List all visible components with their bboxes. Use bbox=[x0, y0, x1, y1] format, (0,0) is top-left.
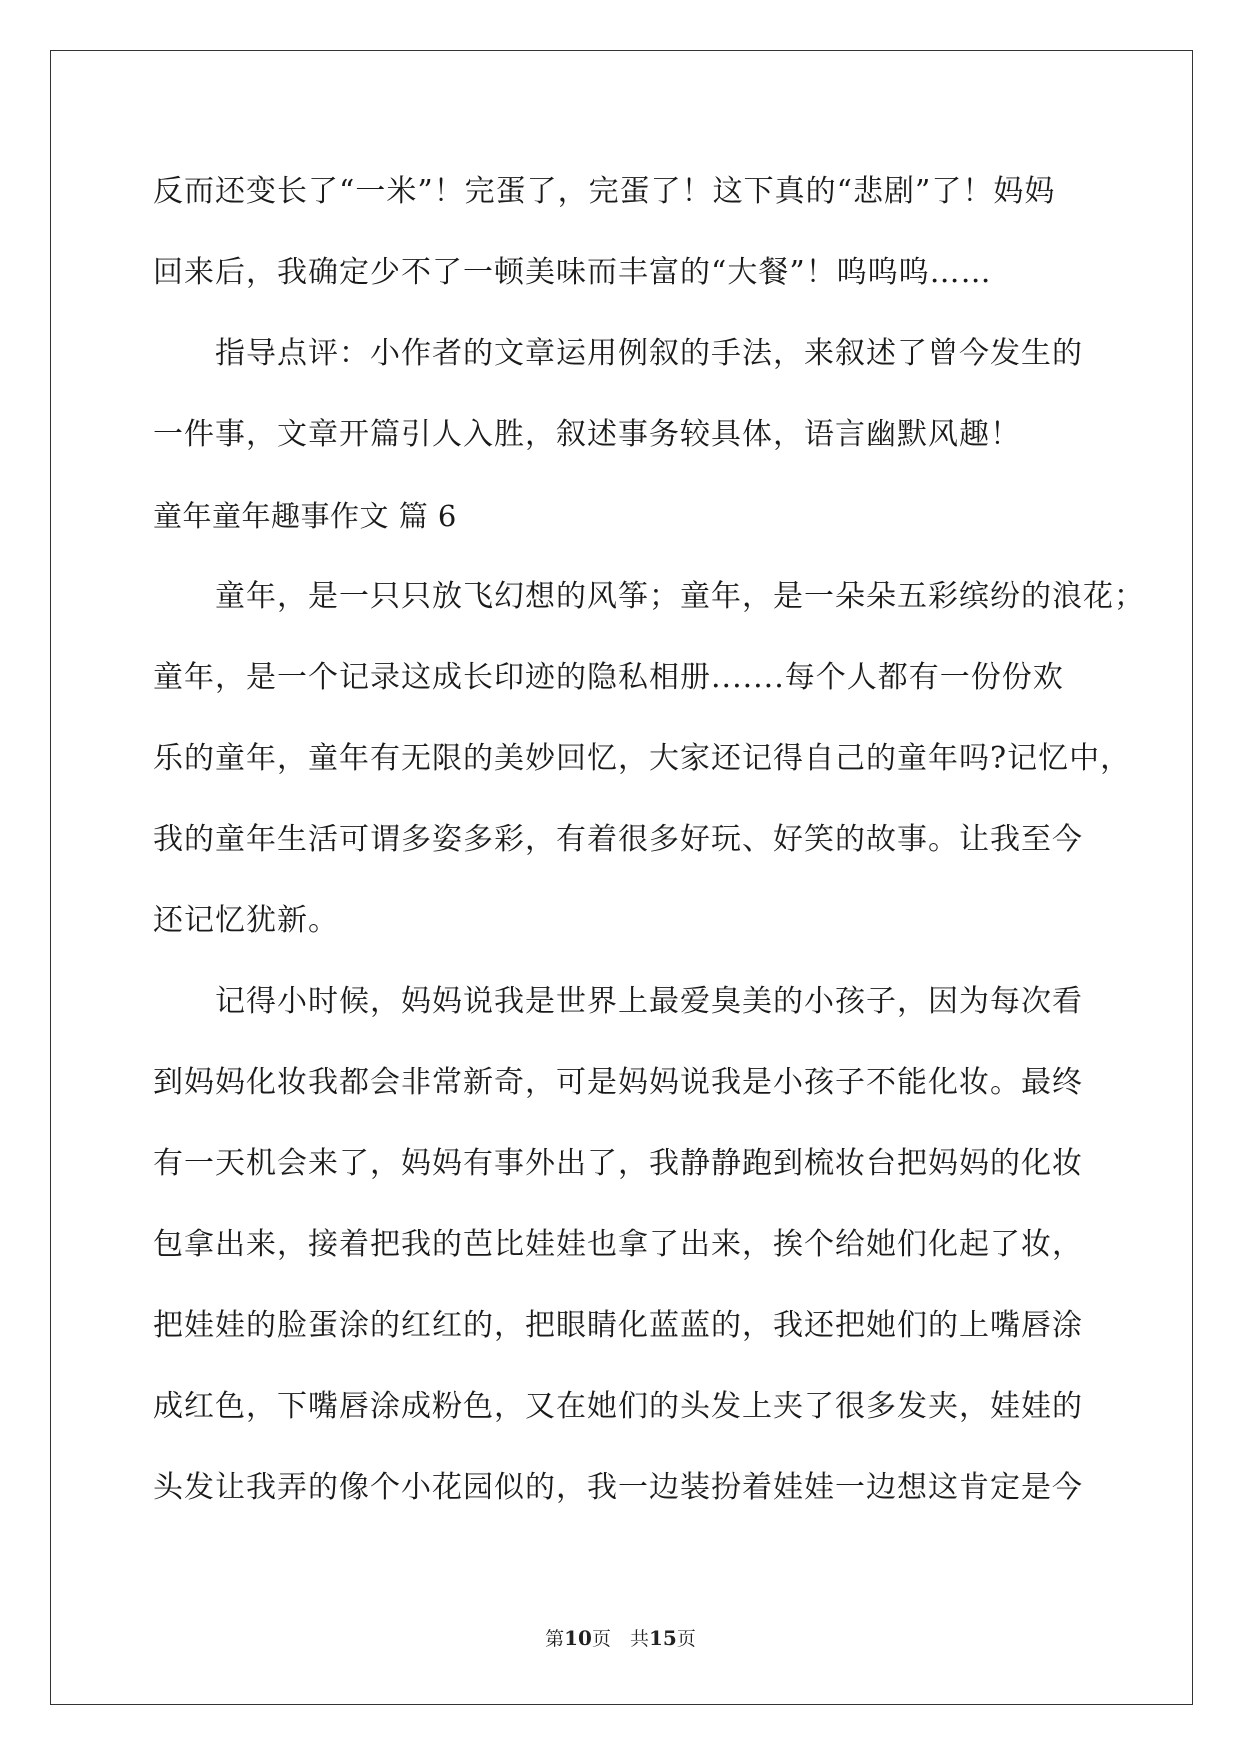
text-line: 童年，是一只只放飞幻想的风筝；童年，是一朵朵五彩缤纷的浪花； bbox=[215, 579, 1145, 614]
text-line: 反而还变长了“一米”！完蛋了，完蛋了！这下真的“悲剧”了！妈妈 bbox=[153, 174, 1056, 209]
text-line: 到妈妈化妆我都会非常新奇，可是妈妈说我是小孩子不能化妆。最终 bbox=[153, 1065, 1083, 1100]
text-line: 我的童年生活可谓多姿多彩，有着很多好玩、好笑的故事。让我至今 bbox=[153, 822, 1083, 857]
text-line: 还记忆犹新。 bbox=[153, 903, 339, 938]
text-line: 指导点评：小作者的文章运用例叙的手法，来叙述了曾今发生的 bbox=[215, 336, 1083, 371]
total-page-number: 15 bbox=[649, 1626, 677, 1650]
document-body bbox=[153, 158, 1145, 1535]
text-line: 成红色，下嘴唇涂成粉色，又在她们的头发上夹了很多发夹，娃娃的 bbox=[153, 1389, 1083, 1424]
text-line: 记得小时候，妈妈说我是世界上最爱臭美的小孩子，因为每次看 bbox=[215, 984, 1083, 1019]
footer-suffix: 页 bbox=[676, 1628, 696, 1650]
text-line: 童年，是一个记录这成长印迹的隐私相册.......每个人都有一份份欢 bbox=[153, 660, 1064, 695]
text-line: 有一天机会来了，妈妈有事外出了，我静静跑到梳妆台把妈妈的化妆 bbox=[153, 1146, 1083, 1181]
page-footer bbox=[0, 1624, 1241, 1651]
text-line: 回来后，我确定少不了一顿美味而丰富的“大餐”！呜呜呜…… bbox=[153, 255, 992, 290]
text-line: 乐的童年，童年有无限的美妙回忆，大家还记得自己的童年吗?记忆中， bbox=[153, 741, 1132, 776]
text-line: 头发让我弄的像个小花园似的，我一边装扮着娃娃一边想这肯定是今 bbox=[153, 1470, 1083, 1505]
footer-prefix: 第 bbox=[545, 1628, 565, 1650]
text-line: 一件事，文章开篇引人入胜，叙述事务较具体，语言幽默风趣！ bbox=[153, 417, 1021, 452]
text-line: 把娃娃的脸蛋涂的红红的，把眼睛化蓝蓝的，我还把她们的上嘴唇涂 bbox=[153, 1308, 1083, 1343]
current-page-number: 10 bbox=[564, 1626, 592, 1650]
section-heading: 童年童年趣事作文 篇 6 bbox=[153, 499, 457, 533]
text-line: 包拿出来，接着把我的芭比娃娃也拿了出来，挨个给她们化起了妆， bbox=[153, 1227, 1083, 1262]
footer-middle: 页 共 bbox=[591, 1628, 649, 1650]
